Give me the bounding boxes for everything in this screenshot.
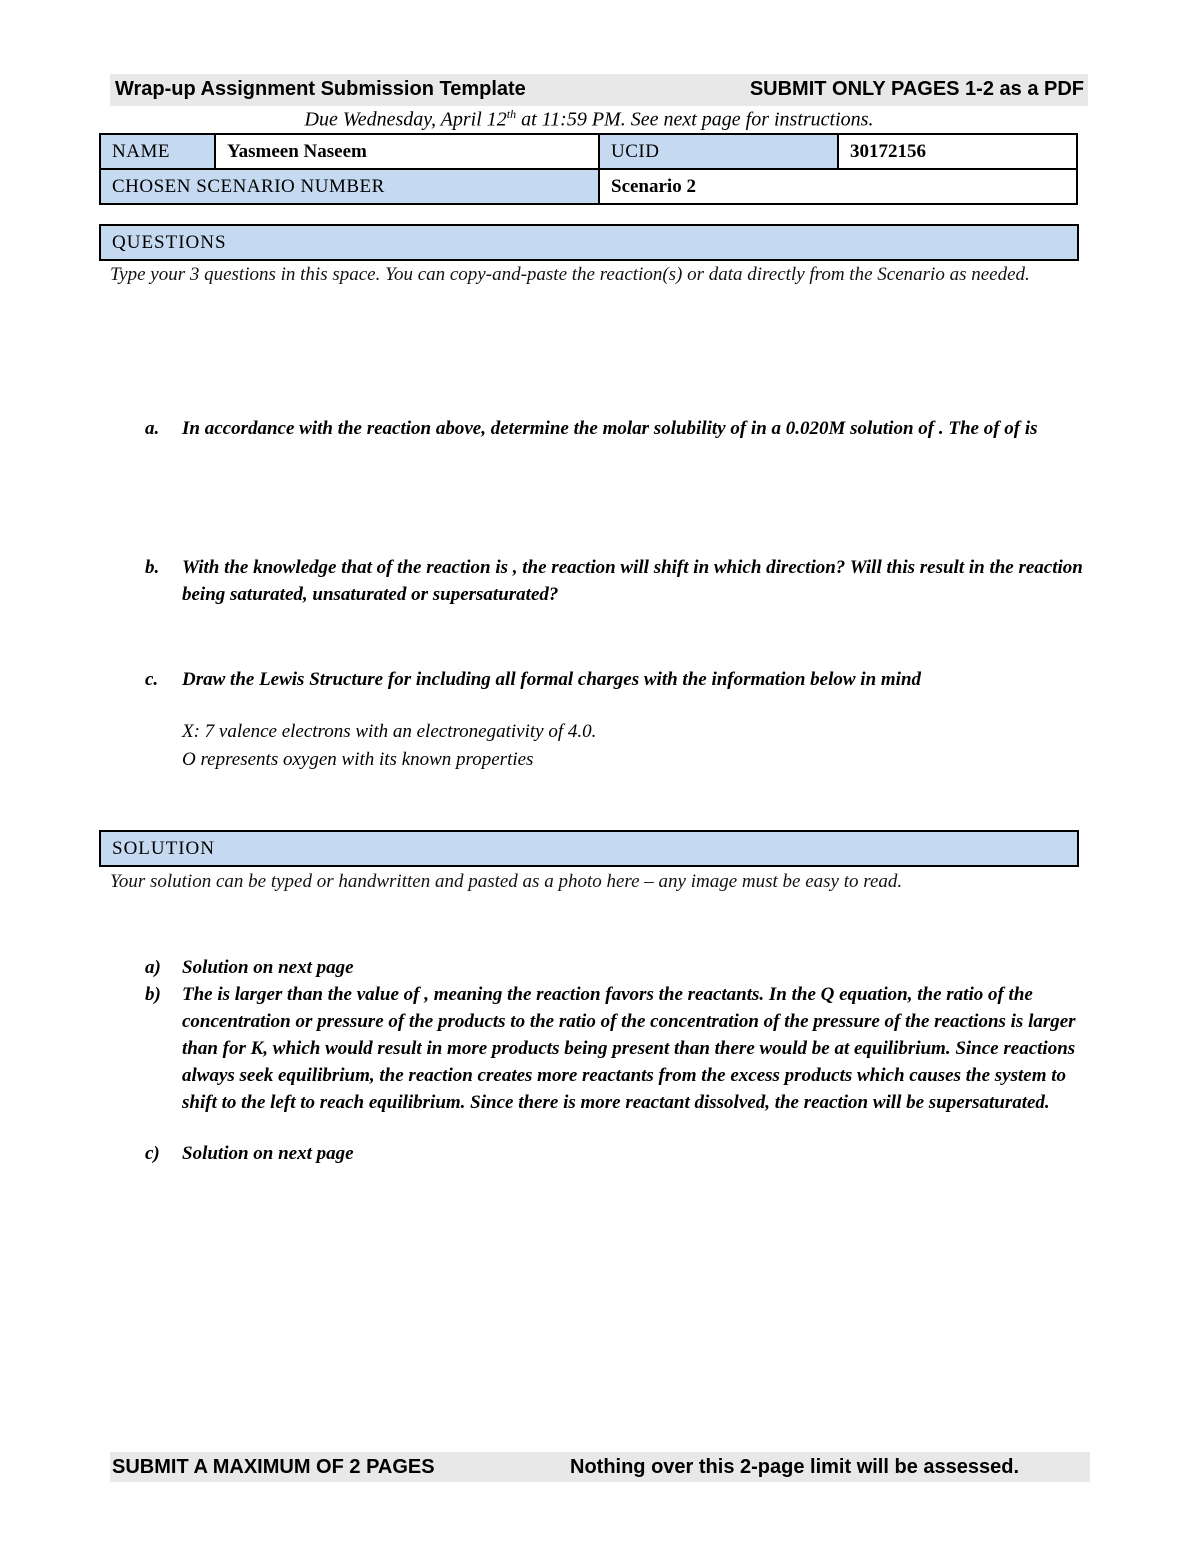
questions-heading: QUESTIONS [99, 224, 1079, 261]
due-suffix: at 11:59 PM. See next page for instructions. [516, 108, 874, 131]
document-title: Wrap-up Assignment Submission Template [115, 78, 526, 100]
question-a [145, 415, 1090, 442]
question-c-details [145, 718, 1090, 773]
solution-b [145, 981, 1090, 1116]
solution-b-marker: b) [145, 984, 161, 1005]
ucid-value[interactable]: 30172156 [838, 134, 1077, 169]
solution-c-text: Solution on next page [182, 1143, 354, 1164]
solution-c [145, 1140, 1090, 1167]
question-a-text: In accordance with the reaction above, determine the molar solubility of in a 0.020M solution of . The of of is [182, 418, 1038, 439]
questions-instructions: Type your 3 questions in this space. You can copy-and-paste the reaction(s) or data directly from the Scenario as needed. [110, 264, 1030, 285]
submit-note: SUBMIT ONLY PAGES 1-2 as a PDF [749, 78, 1084, 100]
question-c-line-1: X: 7 valence electrons with an electronegativity of 4.0. [182, 721, 597, 742]
solution-c-marker: c) [145, 1143, 160, 1164]
name-value[interactable]: Yasmeen Naseem [215, 134, 599, 169]
footer-bar [110, 1452, 1090, 1482]
scenario-value[interactable]: Scenario 2 [599, 169, 1077, 204]
due-date-line [100, 107, 1078, 132]
student-info-table [99, 133, 1078, 205]
question-c [145, 666, 1090, 693]
solution-instructions: Your solution can be typed or handwritten and pasted as a photo here – any image must be easy to read. [110, 871, 903, 892]
scenario-label: CHOSEN SCENARIO NUMBER [100, 169, 599, 204]
question-b-text: With the knowledge that of the reaction is , the reaction will shift in which direction? Will this result in the reaction being saturated, unsaturated or supersaturated? [182, 557, 1083, 605]
header-bar [110, 74, 1088, 106]
solution-a [145, 954, 1090, 981]
solution-a-text: Solution on next page [182, 957, 354, 978]
question-a-marker: a. [145, 418, 160, 439]
due-superscript: th [506, 107, 517, 121]
question-b [145, 554, 1090, 608]
info-row-scenario [100, 169, 1077, 204]
name-label: NAME [100, 134, 215, 169]
info-row-name [100, 134, 1077, 169]
footer-limit-note: Nothing over this 2-page limit will be assessed. [570, 1456, 1020, 1478]
question-c-marker: c. [145, 669, 159, 690]
solution-b-text: The is larger than the value of , meaning the reaction favors the reactants. In the Q equation, the ratio of the concentration or pressure of the products to the ratio of the concentration of the pressure of the reactions is larger than for K, which would result in more products being present than there would be at equilibrium. Since reactions always seek equilibrium, the reaction creates more reactants from the excess products which causes the system to shift to the left to reach equilibrium. Since there is more reactant dissolved, the reaction will be supersaturated. [182, 984, 1076, 1113]
question-b-marker: b. [145, 557, 160, 578]
footer-max-pages: SUBMIT A MAXIMUM OF 2 PAGES [112, 1456, 435, 1478]
solution-heading: SOLUTION [99, 830, 1079, 867]
due-prefix: Due Wednesday, April 12 [304, 108, 507, 131]
solution-a-marker: a) [145, 957, 161, 978]
question-c-line-2: O represents oxygen with its known properties [182, 749, 534, 770]
question-c-text: Draw the Lewis Structure for including all formal charges with the information below in mind [182, 669, 922, 690]
ucid-label: UCID [599, 134, 838, 169]
